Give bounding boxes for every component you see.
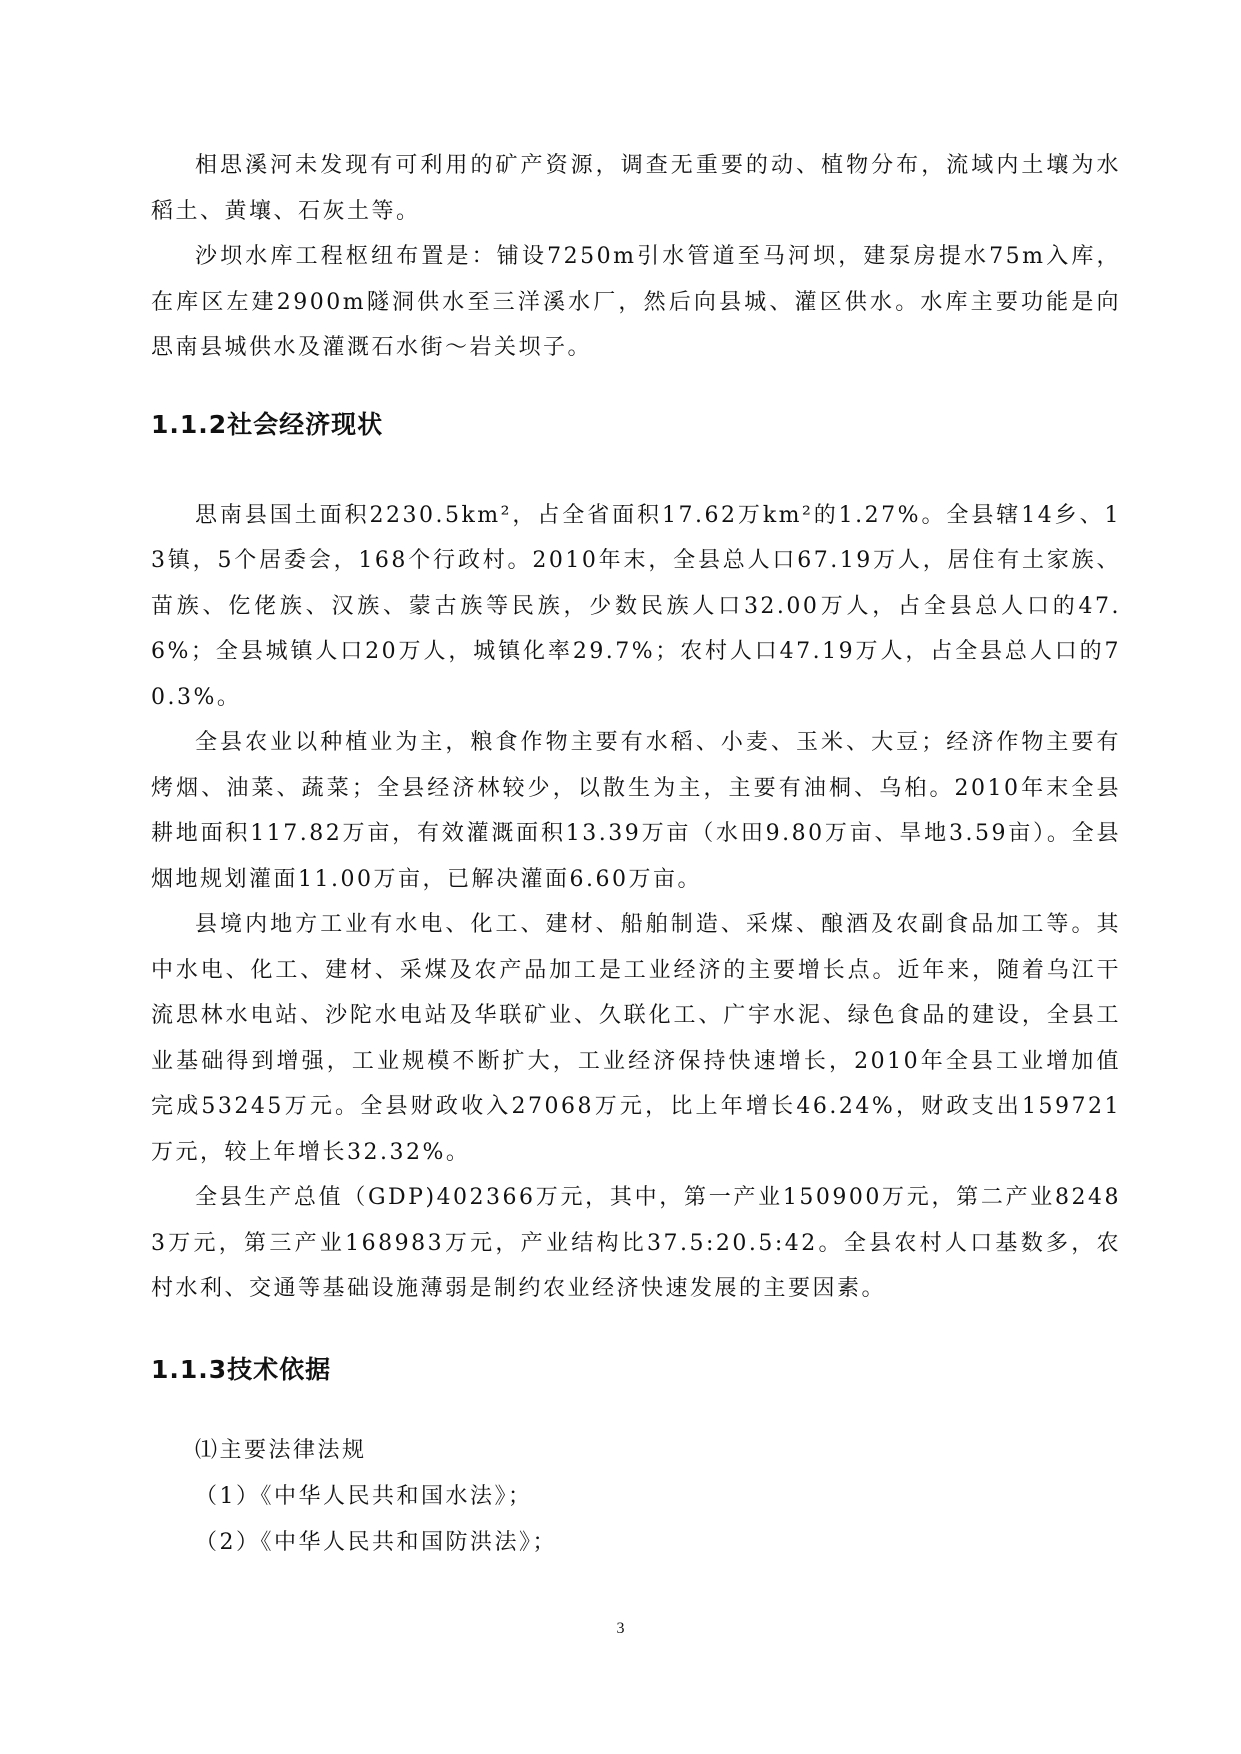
paragraph-reservoir-layout: 沙坝水库工程枢纽布置是：铺设7250m引水管道至马河坝，建泵房提水75m入库，在库区左建2900m隧洞供水至三洋溪水厂，然后向县城、灌区供水。水库主要功能是向思南县城供水及灌溉石水街～岩关坝子。 — [151, 244, 1121, 360]
list-item-water-law: （1）《中华人民共和国水法》； — [195, 1483, 533, 1509]
paragraph-resources: 相思溪河未发现有可利用的矿产资源，调查无重要的动、植物分布，流域内土壤为水稻土、黄壤、石灰土等。 — [151, 153, 1121, 224]
page-content — [151, 143, 1121, 1566]
paragraph-land-population: 思南县国土面积2230.5km²，占全省面积17.62万km²的1.27%。全县辖14乡、13镇，5个居委会，168个行政村。2010年末，全县总人口67.19万人，居住有土家族、苗族、仡佬族、汉族、蒙古族等民族，少数民族人口32.00万人，占全县总人口的47.6%；全县城镇人口20万人，城镇化率29.7%；农村人口47.19万人，占全县总人口的70.3%。 — [151, 502, 1121, 710]
paragraph-industry: 县境内地方工业有水电、化工、建材、船舶制造、采煤、酿酒及农副食品加工等。其中水电、化工、建材、采煤及农产品加工是工业经济的主要增长点。近年来，随着乌江干流思林水电站、沙陀水电站及华联矿业、久联化工、广宇水泥、绿色食品的建设，全县工业基础得到增强，工业规模不断扩大，工业经济保持快速增长，2010年全县工业增加值完成53245万元。全县财政收入27068万元，比上年增长46.24%，财政支出159721万元，较上年增长32.32%。 — [151, 912, 1121, 1165]
page-number: 3 — [616, 1620, 625, 1637]
list-item-flood-law: （2）《中华人民共和国防洪法》； — [195, 1529, 557, 1555]
subheading-laws: ⑴主要法律法规 — [195, 1437, 367, 1463]
section-heading-social-economy: 1.1.2社会经济现状 — [151, 409, 384, 439]
paragraph-agriculture: 全县农业以种植业为主，粮食作物主要有水稻、小麦、玉米、大豆；经济作物主要有烤烟、油菜、蔬菜；全县经济林较少，以散生为主，主要有油桐、乌桕。2010年末全县耕地面积117.82万亩，有效灌溉面积13.39万亩（水田9.80万亩、旱地3.59亩）。全县烟地规划灌面11.00万亩，已解决灌面6.60万亩。 — [151, 730, 1121, 892]
section-heading-technical-basis: 1.1.3技术依据 — [151, 1354, 332, 1384]
paragraph-gdp: 全县生产总值（GDP)402366万元，其中，第一产业150900万元，第二产业82483万元，第三产业168983万元，产业结构比37.5:20.5:42。全县农村人口基数多，农村水利、交通等基础设施薄弱是制约农业经济快速发展的主要因素。 — [151, 1185, 1121, 1301]
